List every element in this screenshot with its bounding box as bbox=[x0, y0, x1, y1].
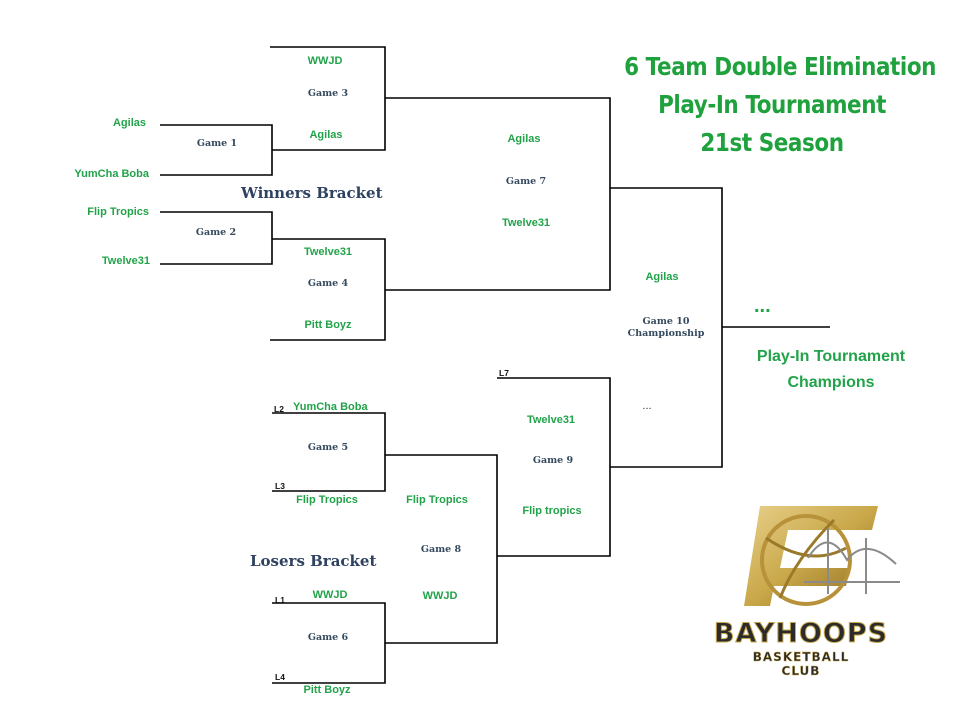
slot-l2: L2 bbox=[274, 404, 284, 414]
game-10-line-1: Game 10 bbox=[642, 316, 690, 327]
bayhoops-logo bbox=[700, 498, 916, 678]
slot-l7: L7 bbox=[499, 368, 509, 378]
game-8-label: Game 8 bbox=[420, 544, 462, 555]
game-5-label: Game 5 bbox=[307, 442, 349, 453]
champion-team: ... bbox=[754, 295, 771, 317]
slot-l3: L3 bbox=[275, 481, 285, 491]
winners-bracket-label: Winners Bracket bbox=[241, 184, 383, 202]
game7-bracket bbox=[385, 98, 610, 290]
game-3-label: Game 3 bbox=[307, 88, 349, 99]
g7-bottom-team: Twelve31 bbox=[501, 217, 551, 229]
g7-top-team: Agilas bbox=[507, 133, 541, 145]
page-title bbox=[624, 48, 937, 162]
g6-bottom-team: Pitt Boyz bbox=[303, 684, 351, 696]
title-line-1: 6 Team Double Elimination bbox=[624, 52, 937, 81]
g5-top-team: YumCha Boba bbox=[293, 401, 368, 413]
g8-bottom-team: WWJD bbox=[422, 590, 458, 602]
title-line-3: 21st Season bbox=[700, 128, 844, 157]
logo-name: BAYHOOPS bbox=[713, 618, 889, 649]
game1-bracket bbox=[160, 125, 272, 175]
champion-label-line-2: Champions bbox=[787, 374, 875, 391]
g9-bottom-team: Flip tropics bbox=[522, 505, 582, 517]
champion-label bbox=[731, 344, 931, 396]
g3-bottom-team: Agilas bbox=[309, 129, 343, 141]
game-7-label: Game 7 bbox=[505, 176, 547, 187]
game6-bracket bbox=[272, 603, 385, 683]
game-1-label: Game 1 bbox=[196, 138, 238, 149]
champion-label-line-1: Play-In Tournament bbox=[756, 348, 906, 365]
basketball-bridge-logo-icon bbox=[700, 498, 916, 616]
g3-top-team: WWJD bbox=[307, 55, 343, 67]
g10-top-team: Agilas bbox=[645, 271, 679, 283]
game-9-label: Game 9 bbox=[532, 455, 574, 466]
g1-top-team: Agilas bbox=[112, 117, 146, 129]
game9-bracket bbox=[497, 378, 610, 556]
g9-top-team: Twelve31 bbox=[526, 414, 576, 426]
game-10-label bbox=[628, 316, 705, 340]
g8-top-team: Flip Tropics bbox=[406, 494, 468, 506]
g1-bottom-team: YumCha Boba bbox=[74, 168, 149, 180]
g10-bottom-team: ... bbox=[642, 400, 652, 412]
game2-bracket bbox=[160, 212, 272, 264]
game-4-label: Game 4 bbox=[307, 278, 349, 289]
game-6-label: Game 6 bbox=[307, 632, 349, 643]
g5-bottom-team: Flip Tropics bbox=[296, 494, 358, 506]
g2-top-team: Flip Tropics bbox=[87, 206, 149, 218]
title-line-2: Play-In Tournament bbox=[658, 90, 886, 119]
slot-l1: L1 bbox=[275, 595, 285, 605]
losers-bracket-label: Losers Bracket bbox=[250, 552, 377, 570]
g6-top-team: WWJD bbox=[312, 589, 348, 601]
g4-bottom-team: Pitt Boyz bbox=[304, 319, 352, 331]
g2-bottom-team: Twelve31 bbox=[101, 255, 150, 267]
game-10-line-2: Championship bbox=[627, 328, 705, 339]
logo-subtitle: BASKETBALL CLUB bbox=[752, 650, 850, 678]
slot-l4: L4 bbox=[275, 672, 285, 682]
game-2-label: Game 2 bbox=[195, 227, 237, 238]
g4-top-team: Twelve31 bbox=[303, 246, 353, 258]
